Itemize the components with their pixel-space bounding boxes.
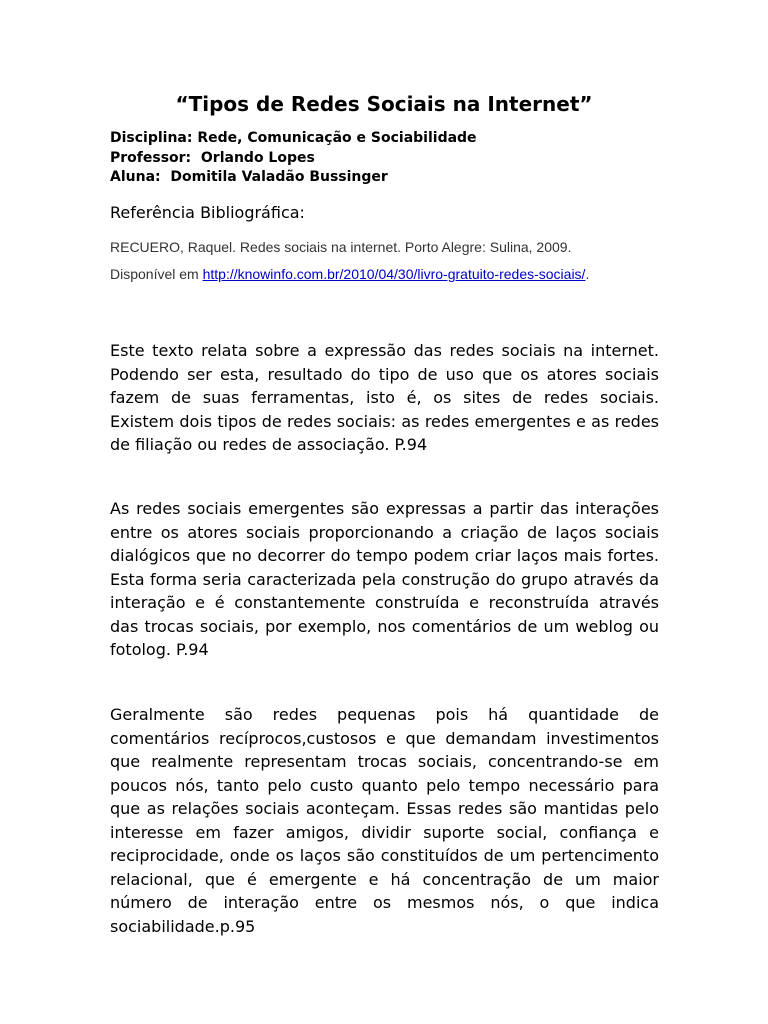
bibliography-citation: RECUERO, Raquel. Redes sociais na internet. Porto Alegre: Sulina, 2009. [110,239,572,255]
reference-link[interactable]: http://knowinfo.com.br/2010/04/30/livro-gratuito-redes-sociais/ [202,266,586,282]
professor-line: Professor: Orlando Lopes [110,149,315,166]
paragraph-2: As redes sociais emergentes são expressas a partir das interações entre os atores sociais proporcionando a criação de laços sociais dialógicos que no decorrer do tempo podem criar laços mais fortes. Esta forma seria caracterizada pela construção do grupo através da interação e é constantemente construída e reconstruída através das trocas sociais, por exemplo, nos comentários de um weblog ou fotolog. P.94 [110,499,659,659]
paragraph-3: Geralmente são redes pequenas pois há quantidade de comentários recíprocos,custosos e que demandam investimentos que realmente representam trocas sociais, concentrando-se em poucos nós, tanto pelo custo quanto pelo tempo necessário para que as relações sociais aconteçam. Essas redes são mantidas pelo interesse em fazer amigos, dividir suporte social, confiança e reciprocidade, onde os laços são constituídos de um pertencimento relacional, que é emergente e há concentração de um maior número de interação entre os mesmos nós, o que indica sociabilidade.p.95 [110,705,659,936]
document-metadata [110,129,670,188]
bibliography-heading: Referência Bibliográfica: [110,203,305,222]
student-line: Aluna: Domitila Valadão Bussinger [110,169,388,185]
document-title: “Tipos de Redes Sociais na Internet” [175,92,593,116]
availability-line [110,264,589,284]
availability-prefix: Disponível em [110,266,203,282]
availability-suffix: . [585,266,590,282]
paragraph-1: Este texto relata sobre a expressão das redes sociais na internet. Podendo ser esta, resultado do tipo de uso que os atores sociais fazem de suas ferramentas, isto é, os sites de redes sociais. Existem dois tipos de redes sociais: as redes emergentes e as redes de filiação ou redes de associação. P.94 [110,341,659,454]
discipline-line: Disciplina: Rede, Comunicação e Sociabilidade [110,130,477,146]
